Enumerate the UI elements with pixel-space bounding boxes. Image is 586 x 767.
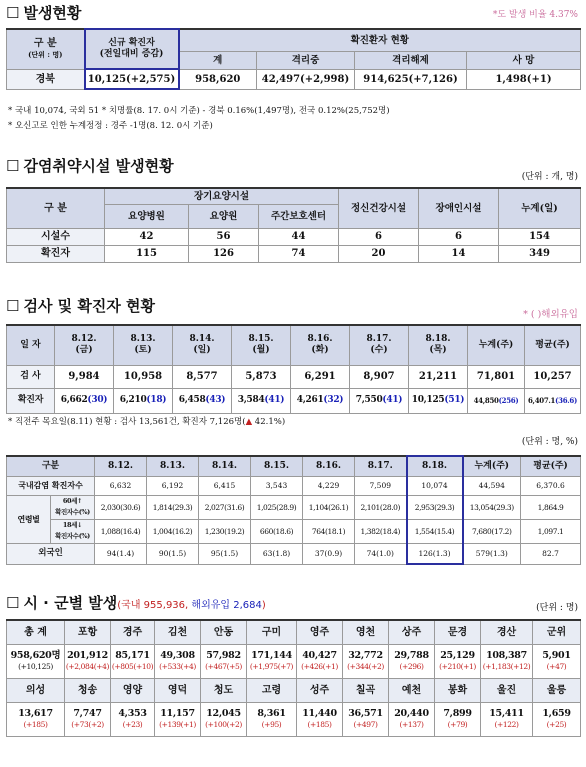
row-label-tests: 검 사 bbox=[7, 365, 55, 388]
cell: 5,873 bbox=[232, 365, 291, 388]
row-label: 확진자 bbox=[7, 245, 105, 262]
cell: 6 bbox=[339, 228, 419, 245]
region-increase: (+100(+2) bbox=[205, 720, 242, 729]
region-total: 4,353 bbox=[118, 708, 147, 719]
region-cell bbox=[201, 644, 247, 678]
region-increase: (+79) bbox=[447, 720, 468, 729]
cell: 1,025(28.9) bbox=[251, 495, 303, 519]
cell: 6,370.6 bbox=[521, 476, 581, 495]
cell: 154 bbox=[499, 228, 581, 245]
total-cases-value: 958,620 bbox=[179, 69, 257, 89]
cell: 2,953(29.3) bbox=[407, 495, 463, 519]
vulnerable-facility-table bbox=[6, 187, 581, 263]
unit-note: (단위 : 개, 명) bbox=[521, 172, 578, 182]
region-cell bbox=[65, 644, 111, 678]
table-row bbox=[7, 476, 581, 495]
region-name: 청도 bbox=[201, 678, 247, 702]
cell: 21,211 bbox=[409, 365, 468, 388]
section-title-outbreak: ☐ 발생현황 bbox=[6, 4, 82, 22]
header-date-cell: 8.13. bbox=[147, 456, 199, 476]
cell: 6,291 bbox=[291, 365, 350, 388]
region-name: 울릉 bbox=[533, 678, 581, 702]
header-date-cell: 8.17. bbox=[355, 456, 407, 476]
region-increase: (+185) bbox=[307, 720, 332, 729]
region-cell bbox=[247, 644, 297, 678]
checkbox-icon: ☐ bbox=[6, 157, 20, 175]
header-date-cell: 8.14. bbox=[199, 456, 251, 476]
region-total: 13,617 bbox=[18, 708, 53, 719]
region-increase: (+23) bbox=[122, 720, 143, 729]
region-value-row bbox=[7, 702, 581, 736]
region-cell bbox=[111, 644, 155, 678]
cell: 6,210(18) bbox=[114, 388, 173, 413]
row-label-age18: 18세↓ 확진자수(%) bbox=[51, 519, 95, 543]
row-label-confirmed: 확진자 bbox=[7, 388, 55, 413]
region-total: 11,440 bbox=[302, 708, 337, 719]
province-rate-note: *도 발생 비율 4.37% bbox=[492, 10, 578, 20]
cell: 8,577 bbox=[173, 365, 232, 388]
region-name: 경산 bbox=[481, 620, 533, 644]
cell: 1,554(15.4) bbox=[407, 519, 463, 543]
region-increase: (+533(+4) bbox=[159, 662, 196, 671]
region-increase: (+122) bbox=[494, 720, 519, 729]
header-category: 구 분 bbox=[7, 188, 105, 228]
row-label-foreigner: 외국인 bbox=[7, 543, 95, 564]
cell: 7,509 bbox=[355, 476, 407, 495]
region-total: 11,157 bbox=[160, 708, 195, 719]
header-cumulative: 누계(일) bbox=[499, 188, 581, 228]
region-name: 칠곡 bbox=[343, 678, 389, 702]
region-name: 김천 bbox=[155, 620, 201, 644]
region-name: 영주 bbox=[297, 620, 343, 644]
region-cell bbox=[7, 644, 65, 678]
header-category: 구 분 (단위 : 명) bbox=[7, 29, 85, 69]
header-date-cell: 8.16. bbox=[303, 456, 355, 476]
region-total: 5,901 bbox=[542, 650, 571, 661]
header-date-cell: 8.14. (일) bbox=[173, 325, 232, 365]
region-cell bbox=[435, 644, 481, 678]
region-cell bbox=[247, 702, 297, 736]
region-increase: (+25) bbox=[546, 720, 567, 729]
cell: 4,229 bbox=[303, 476, 355, 495]
cell: 10,125(51) bbox=[409, 388, 468, 413]
region-increase: (+10,125) bbox=[18, 662, 53, 671]
cell: 1,230(19.2) bbox=[199, 519, 251, 543]
region-cell bbox=[533, 702, 581, 736]
header-average: 평균(주) bbox=[521, 456, 581, 476]
unit-note: (단위 : 명, %) bbox=[521, 437, 578, 447]
row-label-age60: 60세↑ 확진자수(%) bbox=[51, 495, 95, 519]
header-date-cell: 8.16. (화) bbox=[291, 325, 350, 365]
region-total: 85,171 bbox=[115, 650, 150, 661]
header-date-cell: 8.12. bbox=[95, 456, 147, 476]
region-total: 12,045 bbox=[206, 708, 241, 719]
header-isolating: 격리중 bbox=[257, 51, 355, 69]
region-total: 958,620명 bbox=[10, 650, 61, 661]
region-cell bbox=[201, 702, 247, 736]
cell: 37(0.9) bbox=[303, 543, 355, 564]
cell: 9,984 bbox=[55, 365, 114, 388]
region-increase: (+1,975(+7) bbox=[249, 662, 294, 671]
header-date-cell: 8.18. bbox=[407, 456, 463, 476]
header-mental-health: 정신건강시설 bbox=[339, 188, 419, 228]
region-increase: (+467(+5) bbox=[205, 662, 242, 671]
table-row bbox=[7, 388, 581, 413]
cell: 1,382(18.4) bbox=[355, 519, 407, 543]
cell: 63(1.8) bbox=[251, 543, 303, 564]
header-date-cell: 8.13. (토) bbox=[114, 325, 173, 365]
region-total: 49,308 bbox=[160, 650, 195, 661]
region-name: 봉화 bbox=[435, 678, 481, 702]
region-increase: (+1,183(+12) bbox=[482, 662, 531, 671]
region-cell bbox=[435, 702, 481, 736]
checkbox-icon: ☐ bbox=[6, 4, 20, 22]
header-total: 계 bbox=[179, 51, 257, 69]
cell: 13,054(29.3) bbox=[463, 495, 521, 519]
header-date-cell: 8.15. (월) bbox=[232, 325, 291, 365]
cell: 6,632 bbox=[95, 476, 147, 495]
region-name: 구미 bbox=[247, 620, 297, 644]
cell: 3,543 bbox=[251, 476, 303, 495]
row-label-domestic: 국내감염 확진자수 bbox=[7, 476, 95, 495]
age-breakdown-table bbox=[6, 455, 581, 565]
region-value-row bbox=[7, 644, 581, 678]
region-increase: (+95) bbox=[261, 720, 282, 729]
cell: 7,680(17.2) bbox=[463, 519, 521, 543]
cell: 764(18.1) bbox=[303, 519, 355, 543]
region-increase: (+139(+1) bbox=[159, 720, 196, 729]
header-disabled: 장애인시설 bbox=[419, 188, 499, 228]
region-name: 경주 bbox=[111, 620, 155, 644]
header-average: 평균(주) bbox=[525, 325, 581, 365]
cell: 90(1.5) bbox=[147, 543, 199, 564]
cell: 10,074 bbox=[407, 476, 463, 495]
isolating-value: 42,497(+2,998) bbox=[257, 69, 355, 89]
region-total: 1,659 bbox=[542, 708, 571, 719]
section-title-vulnerable: ☐ 감염취약시설 발생현황 bbox=[6, 157, 174, 175]
cell: 4,261(32) bbox=[291, 388, 350, 413]
region-name: 상주 bbox=[389, 620, 435, 644]
region-total: 15,411 bbox=[489, 708, 524, 719]
cell: 71,801 bbox=[468, 365, 525, 388]
region-total: 171,144 bbox=[251, 650, 292, 661]
cell: 1,814(29.3) bbox=[147, 495, 199, 519]
header-date-cell: 8.17. (수) bbox=[350, 325, 409, 365]
region-total: 40,427 bbox=[302, 650, 337, 661]
header-longterm-care: 장기요양시설 bbox=[105, 188, 339, 204]
region-cell bbox=[533, 644, 581, 678]
region-name-row bbox=[7, 678, 581, 702]
region-total: 25,129 bbox=[440, 650, 475, 661]
released-value: 914,625(+7,126) bbox=[355, 69, 467, 89]
cell: 6,662(30) bbox=[55, 388, 114, 413]
region-cell bbox=[481, 702, 533, 736]
deaths-value: 1,498(+1) bbox=[467, 69, 581, 89]
region-total: 29,788 bbox=[394, 650, 429, 661]
cell: 10,958 bbox=[114, 365, 173, 388]
region-name: 영덕 bbox=[155, 678, 201, 702]
header-new-cases: 신규 확진자 (전일대비 증감) bbox=[85, 29, 179, 69]
unit-note: (단위 : 명) bbox=[536, 603, 578, 613]
checkbox-icon: ☐ bbox=[6, 297, 20, 315]
region-increase: (+2,084(+4) bbox=[65, 662, 110, 671]
region-cell bbox=[343, 702, 389, 736]
cell: 10,257 bbox=[525, 365, 581, 388]
cell: 1,097.1 bbox=[521, 519, 581, 543]
section-title-regional: ☐ 시 · 군별 발생(국내 955,936, 해외유입 2,684) bbox=[6, 594, 266, 612]
region-total: 8,361 bbox=[257, 708, 286, 719]
cell: 8,907 bbox=[350, 365, 409, 388]
region-increase: (+497) bbox=[353, 720, 378, 729]
region-name: 영양 bbox=[111, 678, 155, 702]
region-increase: (+426(+1) bbox=[301, 662, 338, 671]
region-name: 안동 bbox=[201, 620, 247, 644]
cell: 74 bbox=[259, 245, 339, 262]
region-increase: (+73(+2) bbox=[71, 720, 104, 729]
header-date-cell: 8.12. (금) bbox=[55, 325, 114, 365]
outbreak-table bbox=[6, 28, 581, 90]
region-name: 의성 bbox=[7, 678, 65, 702]
region-cell bbox=[389, 702, 435, 736]
table-row bbox=[7, 245, 581, 262]
table-row bbox=[7, 495, 581, 519]
new-cases-value: 10,125(+2,575) bbox=[85, 69, 179, 89]
region-name: 군위 bbox=[533, 620, 581, 644]
cell: 126(1.3) bbox=[407, 543, 463, 564]
regional-subtitle: (국내 955,936, 해외유입 2,684) bbox=[117, 600, 266, 611]
cell: 1,104(26.1) bbox=[303, 495, 355, 519]
region-increase: (+805(+10) bbox=[111, 662, 154, 671]
cell: 82.7 bbox=[521, 543, 581, 564]
region-increase: (+185) bbox=[23, 720, 48, 729]
header-daycare: 주간보호센터 bbox=[259, 204, 339, 228]
header-case-status: 확진환자 현황 bbox=[179, 29, 581, 51]
header-cumulative: 누계(주) bbox=[463, 456, 521, 476]
region-increase: (+210(+1) bbox=[439, 662, 476, 671]
cell: 14 bbox=[419, 245, 499, 262]
region-name: 영천 bbox=[343, 620, 389, 644]
table-row bbox=[7, 228, 581, 245]
row-label-gyeongbuk: 경북 bbox=[7, 69, 85, 89]
region-cell bbox=[389, 644, 435, 678]
cell: 6 bbox=[419, 228, 499, 245]
cell: 1,004(16.2) bbox=[147, 519, 199, 543]
overseas-note: * ( )해외유입 bbox=[523, 309, 578, 320]
header-nursing-hospital: 요양병원 bbox=[105, 204, 189, 228]
region-increase: (+137) bbox=[399, 720, 424, 729]
region-cell bbox=[65, 702, 111, 736]
cell: 2,030(30.6) bbox=[95, 495, 147, 519]
cell: 94(1.4) bbox=[95, 543, 147, 564]
table-row bbox=[7, 543, 581, 564]
region-total: 108,387 bbox=[486, 650, 527, 661]
header-nursing-home: 요양원 bbox=[189, 204, 259, 228]
cell: 95(1.5) bbox=[199, 543, 251, 564]
cell: 6,407.1(36.6) bbox=[525, 388, 581, 413]
region-total: 7,899 bbox=[443, 708, 472, 719]
region-total: 20,440 bbox=[394, 708, 429, 719]
header-deaths: 사 망 bbox=[467, 51, 581, 69]
tests-table bbox=[6, 324, 581, 414]
regional-table bbox=[6, 619, 581, 737]
cell: 1,864.9 bbox=[521, 495, 581, 519]
cell: 115 bbox=[105, 245, 189, 262]
cell: 44 bbox=[259, 228, 339, 245]
region-cell bbox=[7, 702, 65, 736]
region-total: 7,747 bbox=[73, 708, 102, 719]
cell: 44,594 bbox=[463, 476, 521, 495]
region-name: 울진 bbox=[481, 678, 533, 702]
region-cell bbox=[155, 702, 201, 736]
previous-week-note: * 직전주 목요일(8.11) 현황 : 검사 13,561건, 확진자 7,126명(▲ 42.1%) bbox=[8, 417, 286, 427]
header-category: 구분 bbox=[7, 456, 95, 476]
region-increase: (+344(+2) bbox=[347, 662, 384, 671]
cell: 6,458(43) bbox=[173, 388, 232, 413]
cell: 660(18.6) bbox=[251, 519, 303, 543]
region-total: 36,571 bbox=[348, 708, 383, 719]
cell: 579(1.3) bbox=[463, 543, 521, 564]
cell: 1,088(16.4) bbox=[95, 519, 147, 543]
region-name: 문경 bbox=[435, 620, 481, 644]
table-row bbox=[7, 519, 581, 543]
cell: 2,101(28.0) bbox=[355, 495, 407, 519]
cell: 6,192 bbox=[147, 476, 199, 495]
region-name: 고령 bbox=[247, 678, 297, 702]
header-date-cell: 8.15. bbox=[251, 456, 303, 476]
region-name: 예천 bbox=[389, 678, 435, 702]
header-cumulative: 누계(주) bbox=[468, 325, 525, 365]
region-name-row bbox=[7, 620, 581, 644]
region-name: 포항 bbox=[65, 620, 111, 644]
header-date: 일 자 bbox=[7, 325, 55, 365]
cell: 42 bbox=[105, 228, 189, 245]
cell: 44,850(256) bbox=[468, 388, 525, 413]
region-cell bbox=[297, 702, 343, 736]
row-group-age: 연령별 bbox=[7, 495, 51, 543]
region-cell bbox=[297, 644, 343, 678]
cell: 2,027(31.6) bbox=[199, 495, 251, 519]
region-total: 57,982 bbox=[206, 650, 241, 661]
header-date-cell: 8.18. (목) bbox=[409, 325, 468, 365]
checkbox-icon: ☐ bbox=[6, 594, 20, 612]
fatality-note: * 국내 10,074, 국외 51 * 치명률(8. 17. 0시 기준) - 경북 0.16%(1,497명), 전국 0.12%(25,752명) bbox=[8, 106, 390, 116]
row-label: 시설수 bbox=[7, 228, 105, 245]
cell: 6,415 bbox=[199, 476, 251, 495]
header-released: 격리해제 bbox=[355, 51, 467, 69]
up-triangle-icon: ▲ bbox=[245, 417, 253, 427]
cell: 7,550(41) bbox=[350, 388, 409, 413]
region-cell bbox=[155, 644, 201, 678]
region-increase: (+296) bbox=[399, 662, 424, 671]
cell: 126 bbox=[189, 245, 259, 262]
region-total: 32,772 bbox=[348, 650, 383, 661]
table-row bbox=[7, 365, 581, 388]
region-name: 성주 bbox=[297, 678, 343, 702]
section-title-tests: ☐ 검사 및 확진자 현황 bbox=[6, 297, 156, 315]
correction-note: * 오신고로 인한 누계정정 : 경주 -1명(8. 12. 0시 기준) bbox=[8, 121, 213, 131]
cell: 74(1.0) bbox=[355, 543, 407, 564]
region-cell bbox=[111, 702, 155, 736]
cell: 3,584(41) bbox=[232, 388, 291, 413]
cell: 349 bbox=[499, 245, 581, 262]
region-name: 청송 bbox=[65, 678, 111, 702]
region-cell bbox=[481, 644, 533, 678]
region-cell bbox=[343, 644, 389, 678]
cell: 20 bbox=[339, 245, 419, 262]
region-total: 201,912 bbox=[67, 650, 108, 661]
cell: 56 bbox=[189, 228, 259, 245]
region-name: 총 계 bbox=[7, 620, 65, 644]
region-increase: (+47) bbox=[546, 662, 567, 671]
